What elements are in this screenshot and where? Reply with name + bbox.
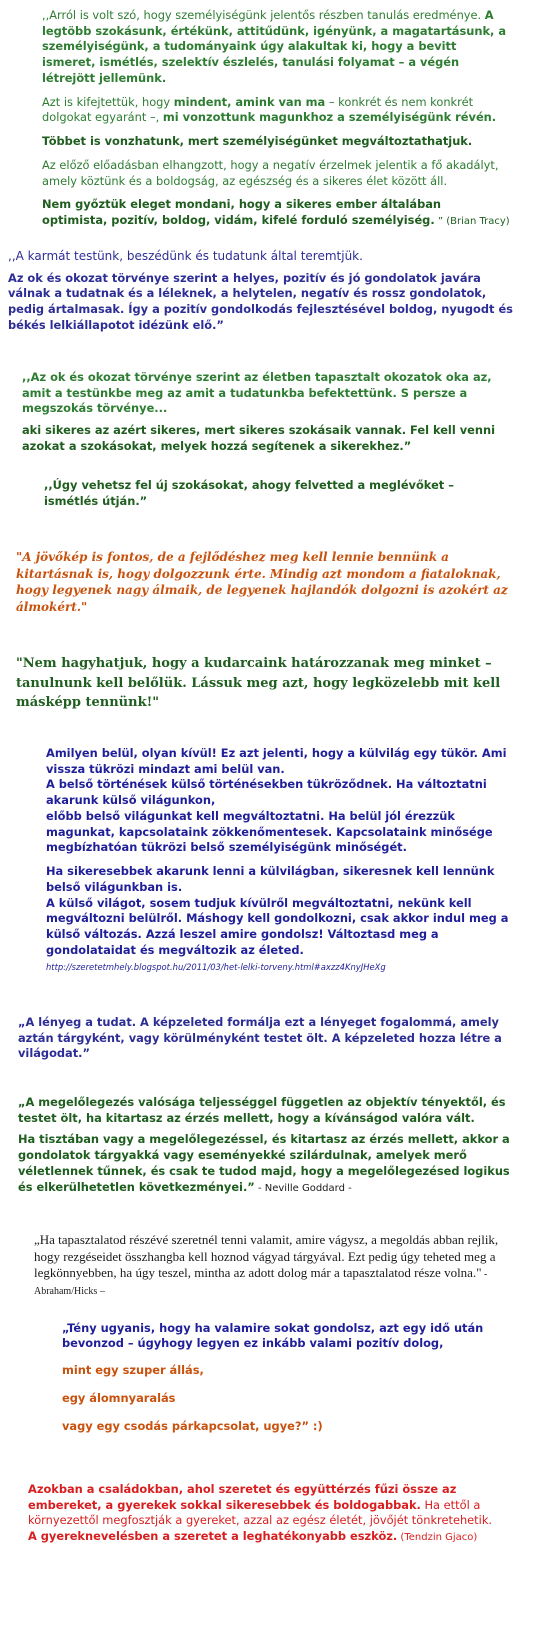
quote-vision xyxy=(16,549,516,615)
paragraph-bold: A belső történések külső történésekben tükröződnek. Ha változtatni akarunk külső világunkon, xyxy=(46,777,487,808)
paragraph xyxy=(42,95,510,126)
source-label: - Neville Goddard - xyxy=(254,1182,352,1194)
text: Ha ettől a környezettől megfosztják a gyereket, azzal az egész életét, jövőjét tönkretehetik. xyxy=(28,1497,493,1528)
paragraph-bold: "A jövőkép is fontos, de a fejlődéshez meg kell lennie bennünk a kitartásnak is, hogy dolgozzunk érte. Mindig azt mondom a fiataloknak, hogy legyenek nagy álmaik, de legyenek hajlandók dolgozni is azokért az álmokért." xyxy=(16,550,508,614)
paragraph-bold: aki sikeres az azért sikeres, mert sikeres szokásaik vannak. Fel kell venni azokat a szokásokat, melyek hozzá segítenek a sikerekhez.” xyxy=(22,423,495,453)
text-bold: A legtöbb szokásunk, értékünk, attitűdünk, igényünk, a magatartásunk, a személyiségünk, a tudományaink úgy alakultak ki, hogy a bevitt ismeret, ismétlés, szelektív észlelés, tanulási folyamat – a végén létrejött jellemünk. xyxy=(42,8,507,85)
paragraph-bold: "Nem hagyhatjuk, hogy a kudarcaink határozzanak meg minket – tanulnunk kell belőlük. Lássuk meg azt, hogy legközelebb mit kell másképp tennünk!" xyxy=(16,656,501,710)
paragraph-bold: Többet is vonzhatunk, mert személyiségünket megváltoztathatjuk. xyxy=(42,134,473,149)
text-bold: mi vonzottunk magunkhoz a személyiségünk révén. xyxy=(162,110,497,125)
paragraph-bold: „Tény ugyanis, hogy ha valamire sokat gondolsz, azt egy idő után bevonzod – úgyhogy legyen ez inkább valami pozitív dolog, xyxy=(62,1321,484,1351)
paragraph-bold: „A megelőlegezés valósága teljességgel független az objektív tényektől, és testet ölt, ha kitartasz az érzés mellett, hogy a kívánságod valóra vált. xyxy=(18,1095,506,1125)
quote-tendzin-gjaco xyxy=(28,1482,518,1545)
paragraph xyxy=(28,1529,518,1545)
quote-abraham-hicks xyxy=(34,1232,516,1299)
source-label: - Abraham/Hicks – xyxy=(34,1269,488,1298)
quote-habits xyxy=(44,478,504,509)
text: – konkrét és nem konkrét dolgokat egyaránt –, xyxy=(42,94,474,125)
quote-attraction xyxy=(62,1321,502,1434)
paragraph-bold: előbb belső világunkat kell megváltoztatni. Ha belül jól érezzük magunkat, kapcsolataink zökkenőmentesek. Kapcsolataink minősége megbízhatóan tükrözi belső személyiségünk minőségét. xyxy=(46,808,493,855)
paragraph-bold: Ha sikeresebbek akarunk lenni a külvilágban, sikeresnek kell lennünk belső világunkban is. xyxy=(46,864,495,894)
text: „Ha tapasztalatod részévé szeretnél tenni valamit, amire vágysz, a megoldás abban rejlik, hogy rezgéseidet összhangba kell hoznod vágyad tárgyával. Ezt pedig úgy teheted meg a legkönnyebben, ha úgy teszel, mintha az adott dolog már a tapasztalatod része volna." xyxy=(34,1232,499,1281)
text-bold: Azokban a családokban, ahol szeretet és együttérzés fűzi össze az embereket, a gyerekek sokkal sikeresebbek és boldogabbak. xyxy=(28,1482,457,1512)
text-bold: mindent, amink van ma xyxy=(173,94,326,109)
quote-cause-effect xyxy=(22,370,516,455)
quote-karma xyxy=(8,248,518,333)
source-label: (Tendzin Gjaco) xyxy=(397,1532,478,1544)
quote-brian-tracy xyxy=(42,8,510,229)
paragraph-bold: ,,Az ok és okozat törvénye szerint az életben tapasztalt okozatok oka az, amit a testünkbe meg az amit a tudatunkba befektettünk. S persze a megszokás törvénye... xyxy=(22,370,492,416)
quote-consciousness xyxy=(18,1015,516,1062)
list-item: egy álomnyaralás xyxy=(62,1390,176,1405)
paragraph xyxy=(42,8,510,87)
paragraph-bold: A külső világot, sosem tudjuk kívülről megváltoztatni, nekünk kell megváltozni belülről. Máshogy kell gondolkozni, csak akkor indul meg a külső változás. Azzá leszel amire gondolsz! Változtasd meg a gondolataidat és megváltozik az életed. xyxy=(46,895,509,957)
paragraph-bold: Az ok és okozat törvénye szerint a helyes, pozitív és jó gondolatok javára válnak a tudatnak és a léleknek, a helytelen, negatív és rossz gondolatok, pedig ártalmasak. Így a pozitív gondolkodás fejlesztésével boldog, nyugodt és békés lelkiállapotot idézünk elő.” xyxy=(8,270,513,332)
paragraph-bold: „A lényeg a tudat. A képzeleted formálja ezt a lényeget fogalommá, amely aztán tárgyként, vagy körülményként testet ölt. A képzeleted hozza létre a világodat.” xyxy=(18,1015,502,1061)
quote-inside-outside xyxy=(46,746,516,974)
quote-failures xyxy=(16,654,516,713)
text-bold: A gyereknevelésben a szeretet a leghatékonyabb eszköz. xyxy=(28,1529,398,1544)
paragraph xyxy=(42,197,510,229)
text-bold: Ha tisztában vagy a megelőlegezéssel, és kitartasz az érzés mellett, akkor a gondolatok tárgyakká vagy eseményekké szilárdulnak, amelyek merő véletlennek tűnnek, és csak te tudod majd, hogy a megelőlegezésed logikus és elkerülhetetlen következményei.” xyxy=(18,1132,510,1194)
quote-neville-goddard xyxy=(18,1095,516,1195)
paragraph-bold: ,,Úgy vehetsz fel új szokásokat, ahogy felvetted a meglévőket – ismétlés útján.” xyxy=(44,478,454,508)
list-item: mint egy szuper állás, xyxy=(62,1363,204,1378)
source-link[interactable]: http://szeretetmhely.blogspot.hu/2011/03/het-lelki-torveny.html#axzz4KnyJHeXg xyxy=(46,961,386,972)
paragraph: ,,A karmát testünk, beszédünk és tudatunk által teremtjük. xyxy=(8,249,363,263)
list-item: vagy egy csodás párkapcsolat, ugye?” :) xyxy=(62,1418,323,1433)
paragraph: Az előző előadásban elhangzott, hogy a negatív érzelmek jelentik a fő akadályt, amely köztünk és a boldogság, az egészség és a sikeres élet között áll. xyxy=(42,157,499,188)
paragraph-bold: Amilyen belül, olyan kívül! Ez azt jelenti, hogy a külvilág egy tükör. Ami vissza tükrözi mindazt ami belül van. xyxy=(46,746,507,776)
paragraph xyxy=(34,1232,516,1299)
paragraph xyxy=(28,1482,518,1529)
text: Azt is kifejtettük, hogy xyxy=(42,94,174,109)
text: ,,Arról is volt szó, hogy személyiségünk jelentős részben tanulás eredménye. xyxy=(42,8,485,22)
text-bold: Nem győztük eleget mondani, hogy a sikeres ember általában optimista, pozitív, boldog, vidám, kifelé forduló személyiség. xyxy=(42,197,442,228)
source-label: ” (Brian Tracy) xyxy=(434,216,510,228)
